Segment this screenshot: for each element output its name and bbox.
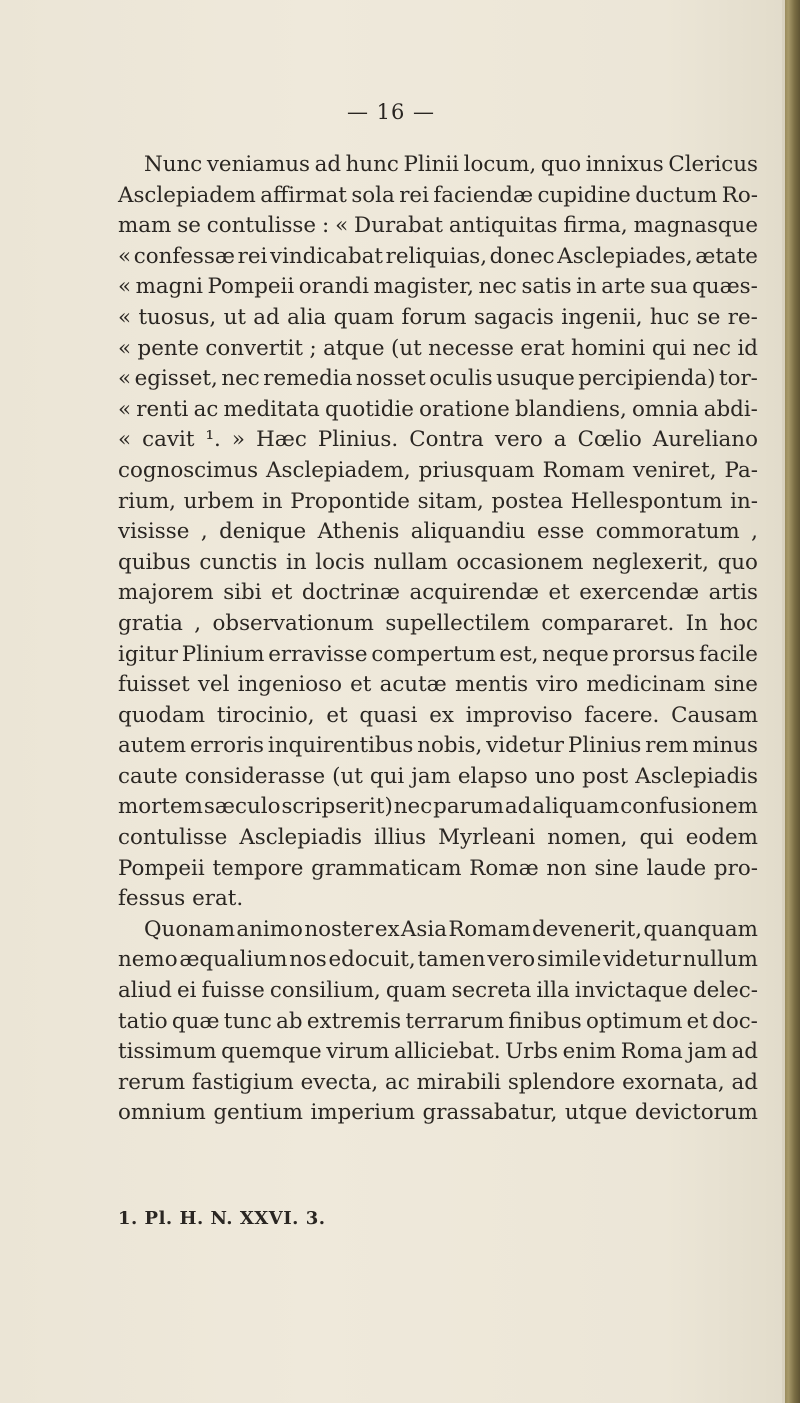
text-line: autem erroris inquirentibus nobis, videtur Plinius rem minus xyxy=(118,733,758,759)
text-line: « renti ac meditata quotidie oratione blandiens, omnia abdi- xyxy=(118,396,758,422)
text-line: Quonam animo noster ex Asia Romam devenerit, quanquam xyxy=(144,916,758,942)
book-spine-edge xyxy=(782,0,800,1403)
text-line: visisse , denique Athenis aliquandiu esse commoratum , xyxy=(118,519,758,545)
text-line: gratia , observationum supellectilem compararet. In hoc xyxy=(118,610,758,636)
text-line: igitur Plinium erravisse compertum est, neque prorsus facile xyxy=(118,641,758,667)
text-line: Nunc veniamus ad hunc Plinii locum, quo innixus Clericus xyxy=(144,152,758,177)
text-line: « confessæ rei vindicabat reliquias, donec Asclepiades, ætate xyxy=(118,243,758,269)
text-line: « tuosus, ut ad alia quam forum sagacis ingenii, huc se re- xyxy=(118,304,758,330)
text-line: quodam tirocinio, et quasi ex improviso facere. Causam xyxy=(118,702,758,728)
text-line: Asclepiadem affirmat sola rei faciendæ cupidine ductum Ro- xyxy=(118,182,758,208)
text-line: caute considerasse (ut qui jam elapso uno post Asclepiadis xyxy=(118,763,758,789)
text-line: cognoscimus Asclepiadem, priusquam Romam veniret, Pa- xyxy=(118,457,758,483)
body-text xyxy=(118,150,758,1129)
text-line: rerum fastigium evecta, ac mirabili splendore exornata, ad xyxy=(118,1069,758,1095)
text-line: contulisse Asclepiadis illius Myrleani nomen, qui eodem xyxy=(118,825,758,851)
text-line: fessus erat. xyxy=(118,886,244,912)
text-line: mortem sæculo scripserit) nec parum ad aliquam confusionem xyxy=(118,794,758,820)
text-line: nemo æqualium nos edocuit, tamen vero simile videtur nullum xyxy=(118,947,758,973)
text-line: tissimum quemque virum alliciebat. Urbs enim Roma jam ad xyxy=(118,1039,758,1065)
text-line: quibus cunctis in locis nullam occasionem neglexerit, quo xyxy=(118,549,758,575)
text-line: majorem sibi et doctrinæ acquirendæ et exercendæ artis xyxy=(118,580,758,606)
text-line: rium, urbem in Propontide sitam, postea Hellespontum in- xyxy=(118,488,758,514)
text-line: Pompeii tempore grammaticam Romæ non sine laude pro- xyxy=(118,855,758,881)
footnote: 1. Pl. H. N. XXVI. 3. xyxy=(118,1208,326,1229)
text-line: « magni Pompeii orandi magister, nec satis in arte sua quæs- xyxy=(118,274,758,300)
text-line: « egisset, nec remedia nosset oculis usuque percipienda) tor- xyxy=(118,366,758,392)
text-line: « pente convertit ; atque (ut necesse erat homini qui nec id xyxy=(118,335,758,361)
text-line: mam se contulisse : « Durabat antiquitas firma, magnasque xyxy=(118,213,758,239)
text-line: tatio quæ tunc ab extremis terrarum finibus optimum et doc- xyxy=(118,1008,758,1034)
text-line: omnium gentium imperium grassabatur, utque devictorum xyxy=(118,1100,758,1126)
text-line: aliud ei fuisse consilium, quam secreta illa invictaque delec- xyxy=(118,978,758,1004)
text-line: « cavit ¹. » Hæc Plinius. Contra vero a Cœlio Aureliano xyxy=(118,427,758,453)
page-number: — 16 — xyxy=(346,100,436,124)
text-line: fuisset vel ingenioso et acutæ mentis viro medicinam sine xyxy=(118,672,758,698)
